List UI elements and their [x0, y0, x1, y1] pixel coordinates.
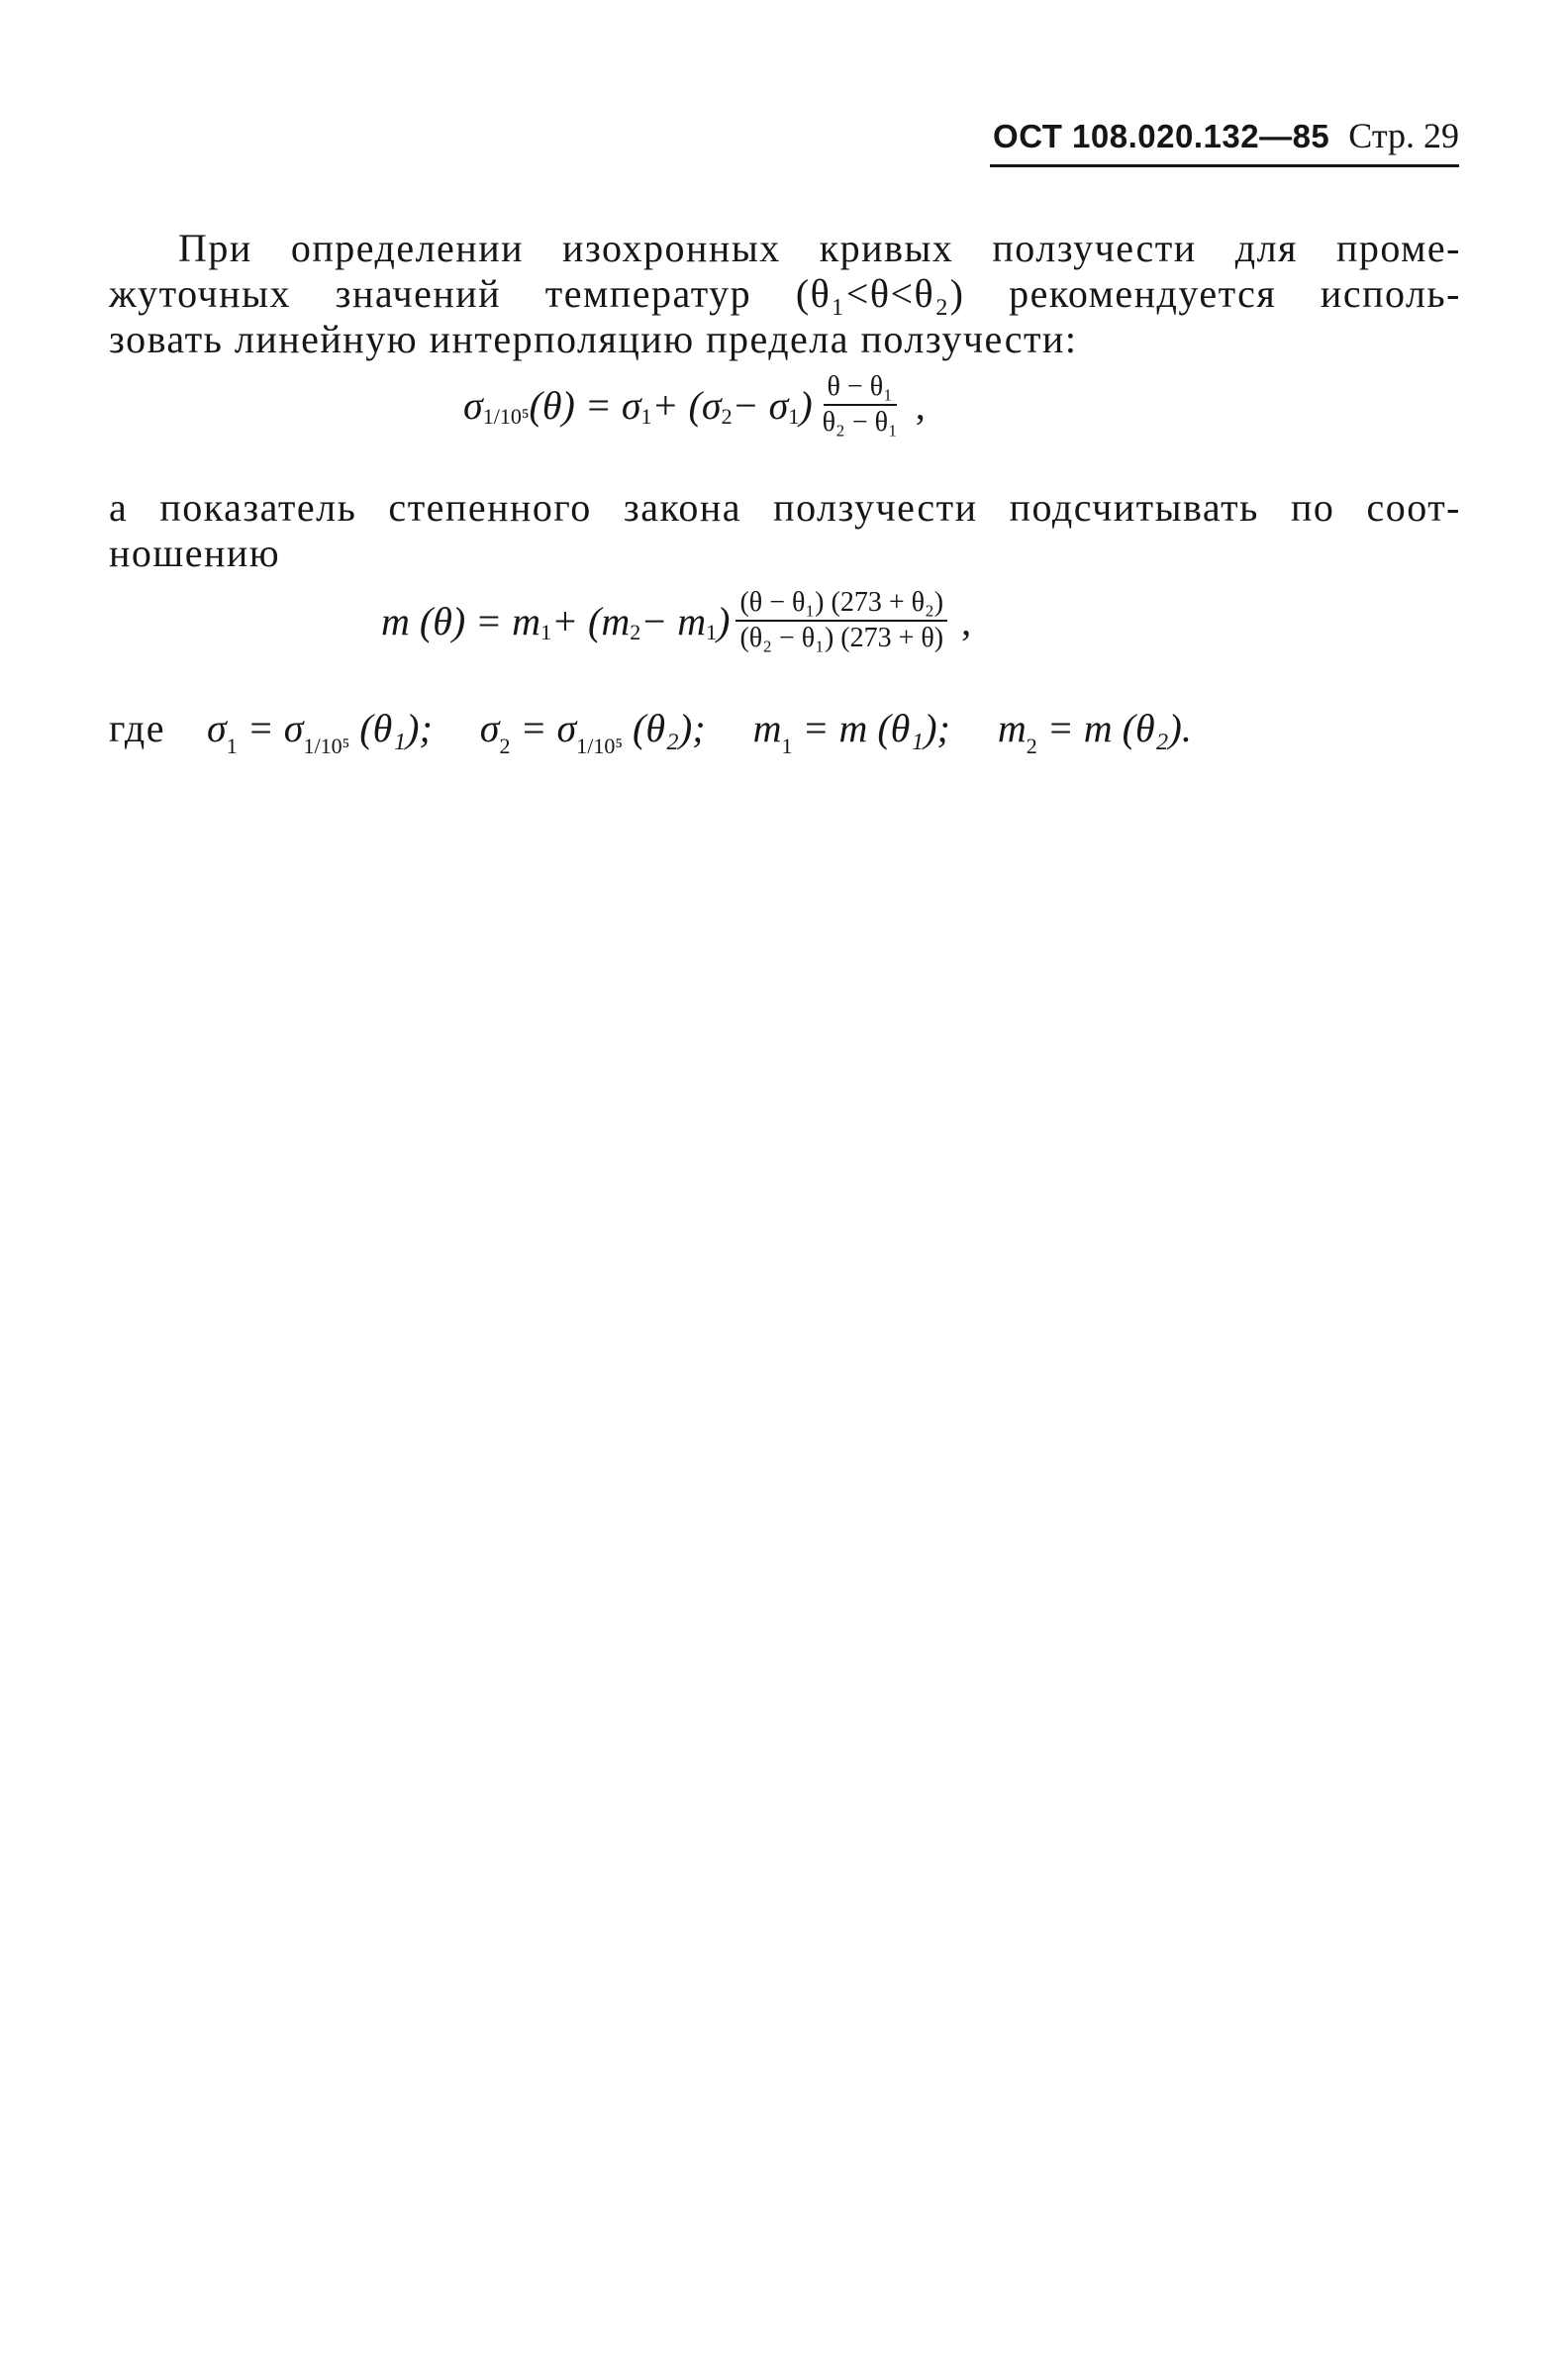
formula-subscript: 1: [540, 620, 552, 644]
paragraph-line: а показатель степенного закона ползучести подсчитывать по соот-: [109, 485, 1461, 530]
definition-sigma-1: [207, 705, 433, 758]
formula-term: m: [997, 706, 1027, 750]
paragraph-power-law: [109, 485, 1461, 576]
formula-punctuation: ,: [961, 598, 972, 643]
formula-subscript: 1: [226, 734, 238, 758]
formula-term: (θ₁);: [349, 706, 433, 750]
formula-term: = σ: [237, 706, 304, 750]
formula-punctuation: ,: [915, 382, 926, 428]
formula-fraction: [735, 588, 947, 653]
formula-subscript: 2: [1026, 734, 1037, 758]
fraction-denominator: (θ₂ − θ₁) (273 + θ): [739, 623, 944, 653]
formula-term: = σ: [510, 706, 577, 750]
formula-creep-limit-interpolation: [463, 372, 926, 438]
formula-term: ): [717, 598, 731, 643]
formula-subscript: 1/10⁵: [303, 734, 350, 758]
formula-definitions: [109, 705, 1192, 758]
formula-subscript: 1/10⁵: [576, 734, 624, 758]
formula-term: + (m: [551, 598, 631, 643]
paragraph-interpolation: [109, 226, 1461, 362]
formula-subscript: 1/10⁵: [482, 404, 530, 429]
formula-subscript: 1: [640, 404, 652, 429]
formula-term: m: [752, 706, 782, 750]
formula-subscript: 2: [721, 404, 733, 429]
formula-subscript: 1: [706, 620, 718, 644]
formula-term: σ: [207, 706, 227, 750]
formula-subscript: 1: [788, 404, 800, 429]
formula-term: (θ) = σ: [529, 382, 641, 428]
formula-term: (θ₂);: [623, 706, 706, 750]
definition-sigma-2: [479, 705, 706, 758]
formula-term: m (θ) = m: [381, 598, 541, 643]
formula-subscript: 2: [499, 734, 511, 758]
formula-term: ): [799, 382, 813, 428]
definition-m-1: [752, 705, 950, 758]
document-number: ОСТ 108.020.132—85: [993, 118, 1330, 154]
paragraph-line: ношению: [109, 531, 281, 575]
fraction-numerator: θ − θ₁: [824, 372, 897, 406]
paragraph-line: При определении изохронных кривых ползучести для проме-: [178, 226, 1461, 270]
formula-subscript: 1: [781, 734, 793, 758]
page-header: [990, 115, 1459, 167]
definition-m-2: [997, 705, 1192, 758]
formula-term: σ: [479, 706, 500, 750]
paragraph-line: зовать линейную интерполяцию предела ползучести:: [109, 317, 1078, 361]
formula-fraction: [819, 372, 902, 438]
fraction-numerator: (θ − θ₁) (273 + θ₂): [735, 588, 947, 622]
formula-subscript: 2: [630, 620, 641, 644]
formula-term: = m (θ₂).: [1036, 706, 1192, 750]
page-number: Стр. 29: [1348, 116, 1459, 155]
where-label: где: [109, 706, 166, 750]
fraction-denominator: θ₂ − θ₁: [822, 407, 898, 438]
paragraph-line: жуточных значений температур (θ₁<θ<θ₂) рекомендуется исполь-: [109, 271, 1461, 316]
formula-power-law-exponent: [381, 588, 971, 653]
formula-term: − m: [640, 598, 707, 643]
formula-term: = m (θ₁);: [792, 706, 950, 750]
formula-term: σ: [463, 382, 483, 428]
formula-term: − σ: [732, 382, 789, 428]
formula-term: + (σ: [651, 382, 722, 428]
